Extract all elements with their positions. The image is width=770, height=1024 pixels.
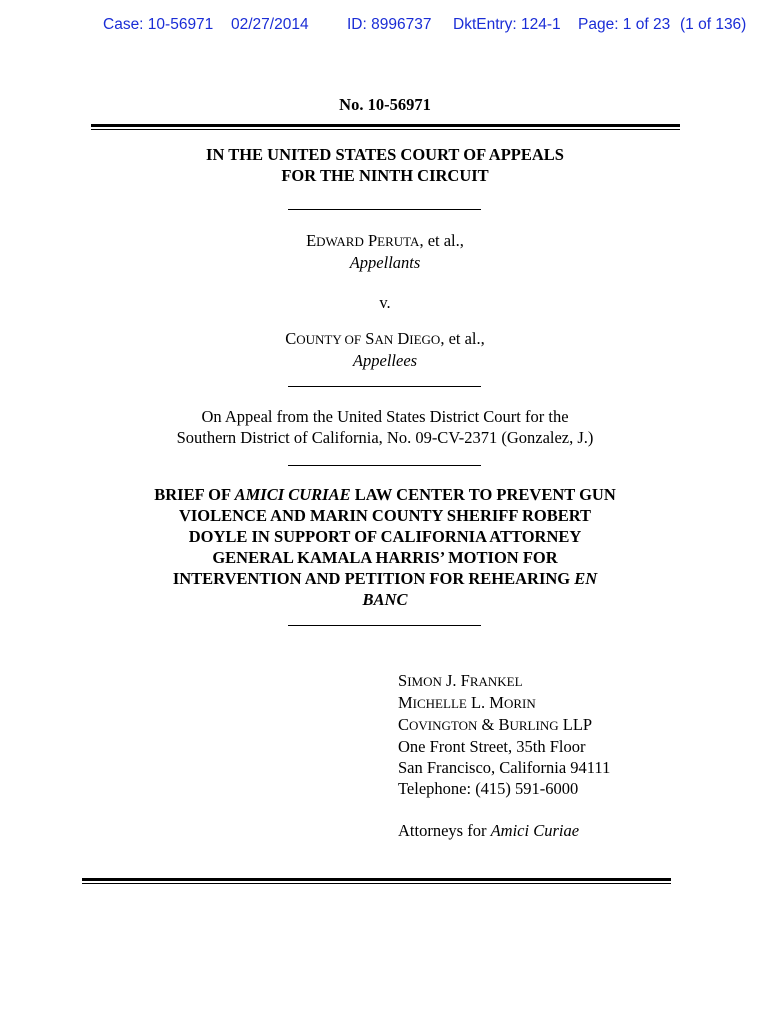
- brief-line-1: BRIEF OF AMICI CURIAE LAW CENTER TO PREVENT GUN: [154, 485, 616, 504]
- brief-title: [0, 484, 770, 610]
- brief-line-2: VIOLENCE AND MARIN COUNTY SHERIFF ROBERT: [178, 506, 592, 525]
- top-rule: [91, 124, 680, 130]
- appellee-block: [0, 328, 770, 371]
- firm-phone: Telephone: (415) 591-6000: [398, 779, 579, 798]
- docket-entry: DktEntry: 124-1: [453, 16, 561, 33]
- separator-3: [288, 465, 481, 466]
- separator-1: [288, 209, 481, 210]
- appellee-role: Appellees: [352, 351, 418, 370]
- separator-4: [288, 625, 481, 626]
- brief-line-3: DOYLE IN SUPPORT OF CALIFORNIA ATTORNEY: [188, 527, 582, 546]
- appeal-line-1: On Appeal from the United States District Court for the: [201, 407, 569, 426]
- brief-line-6: BANC: [362, 590, 408, 609]
- court-line-2: FOR THE NINTH CIRCUIT: [281, 166, 489, 185]
- brief-line-4: GENERAL KAMALA HARRIS’ MOTION FOR: [212, 548, 558, 567]
- appellant-block: [0, 230, 770, 273]
- appellant-name: EDWARD PERUTA, et al.,: [306, 231, 464, 250]
- appellant-role: Appellants: [349, 253, 421, 272]
- filing-date: 02/27/2014: [231, 16, 309, 33]
- bottom-rule: [82, 878, 671, 884]
- counsel-block: [398, 670, 728, 841]
- docket-number: No. 10-56971: [339, 95, 431, 114]
- separator-2: [288, 386, 481, 387]
- attorneys-for: Attorneys for Amici Curiae: [398, 821, 580, 840]
- page-count: Page: 1 of 23: [578, 16, 671, 33]
- brief-line-5: INTERVENTION AND PETITION FOR REHEARING EN: [172, 569, 598, 588]
- attorney-2: MICHELLE L. MORIN: [398, 693, 536, 712]
- versus: v.: [379, 293, 391, 312]
- law-firm: COVINGTON & BURLING LLP: [398, 715, 593, 734]
- firm-street: One Front Street, 35th Floor: [398, 737, 586, 756]
- court-name: [0, 144, 770, 186]
- total-page-count: (1 of 136): [680, 16, 747, 33]
- document-id: ID: 8996737: [347, 16, 432, 33]
- appeal-origin: [0, 406, 770, 448]
- attorney-1: SIMON J. FRANKEL: [398, 671, 523, 690]
- appellee-name: COUNTY OF SAN DIEGO, et al.,: [285, 329, 485, 348]
- firm-city: San Francisco, California 94111: [398, 758, 611, 777]
- court-line-1: IN THE UNITED STATES COURT OF APPEALS: [206, 145, 564, 164]
- appeal-line-2: Southern District of California, No. 09-CV-2371 (Gonzalez, J.): [176, 428, 594, 447]
- case-number: Case: 10-56971: [103, 16, 214, 33]
- ecf-header: [0, 16, 770, 38]
